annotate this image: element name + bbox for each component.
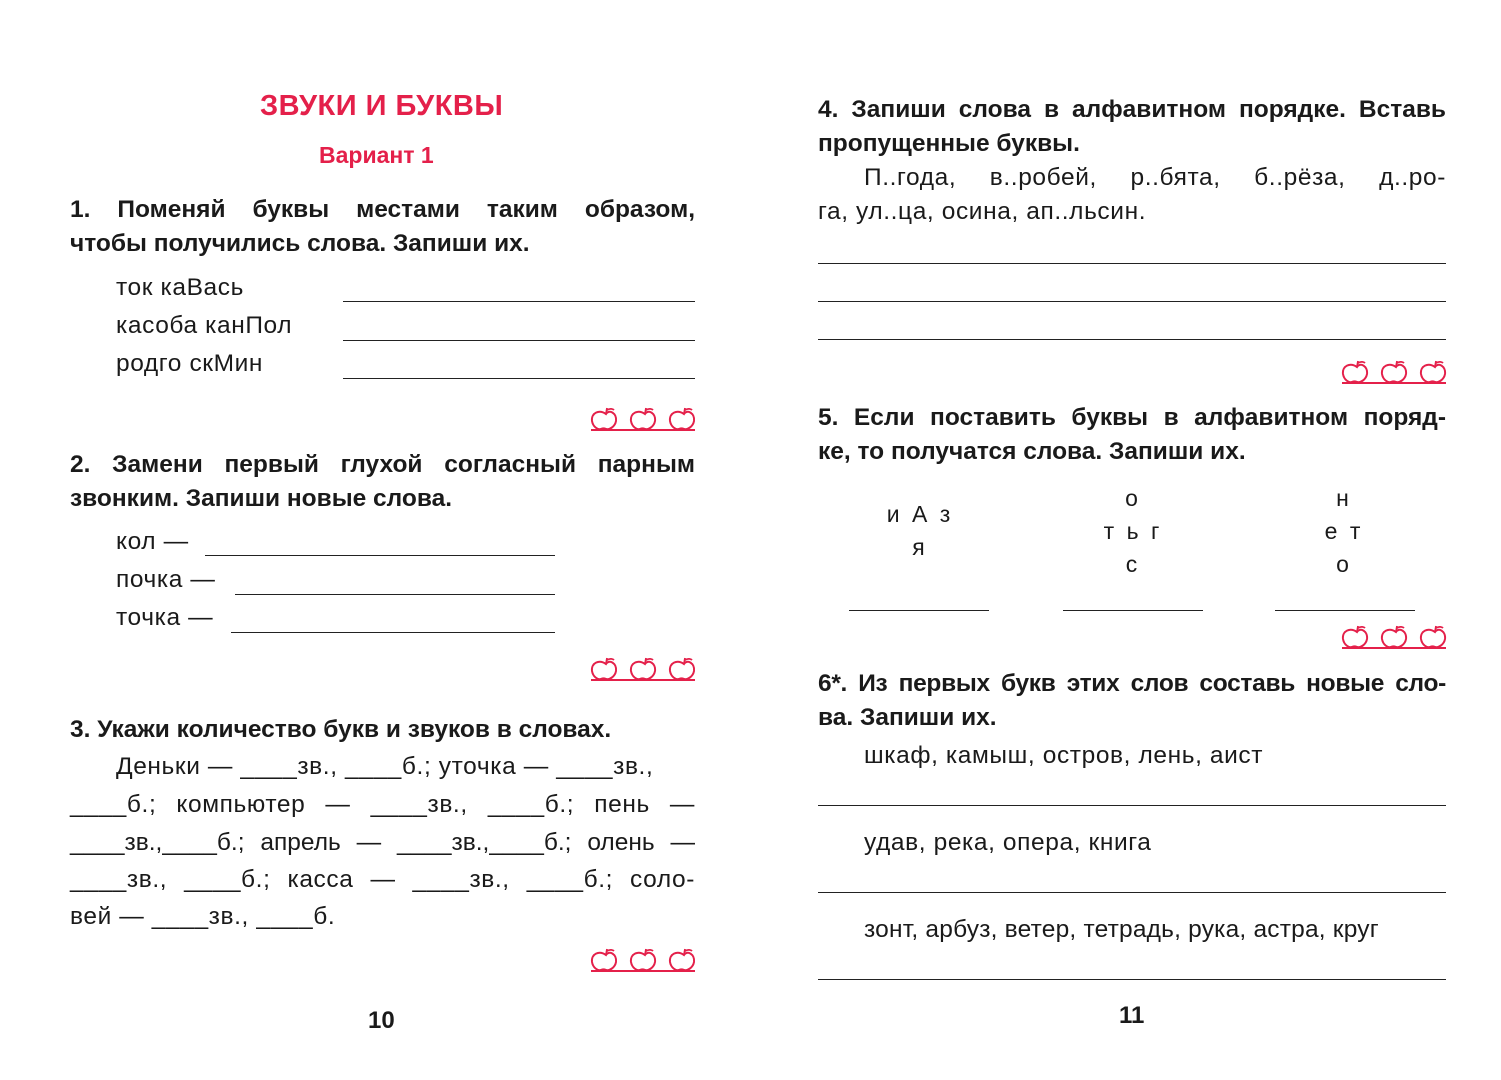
answer-line[interactable] — [818, 805, 1446, 806]
task3-line: вей — ____зв., ____б. — [70, 903, 336, 930]
task6-words: удав, река, опера, книга — [864, 829, 1152, 856]
letter-group — [860, 498, 980, 564]
answer-line[interactable] — [343, 378, 695, 379]
task6-words: зонт, арбуз, ветер, тетрадь, рука, астра, круг — [864, 916, 1379, 943]
task6-instruction: 6*. Из первых букв этих слов составь новые сло- — [818, 670, 1446, 697]
task5-instruction-2: ке, то получатся слова. Запиши их. — [818, 438, 1246, 465]
answer-line[interactable] — [1063, 610, 1203, 611]
task2-word: кол — — [116, 528, 189, 555]
answer-line[interactable] — [849, 610, 989, 611]
task2-instruction: 2. Замени первый глухой согласный парным — [70, 451, 695, 478]
task5-instruction: 5. Если поставить буквы в алфавитном поряд- — [818, 404, 1446, 431]
task6-instruction-2: ва. Запиши их. — [818, 704, 997, 731]
answer-line[interactable] — [818, 301, 1446, 302]
answer-line[interactable] — [205, 555, 555, 556]
task4-instruction-2: пропущенные буквы. — [818, 130, 1080, 157]
task1-word: касоба канПол — [116, 312, 293, 339]
task1-instruction-2: чтобы получились слова. Запиши их. — [70, 230, 530, 257]
task1-word: ток каВась — [116, 274, 244, 301]
task6-words: шкаф, камыш, остров, лень, аист — [864, 742, 1264, 769]
task3-line: ____зв., ____б.; касса — ____зв., ____б.; соло- — [70, 866, 695, 893]
letter-row: с — [1125, 551, 1141, 577]
apple-rating-icon — [589, 407, 696, 431]
apple-rating-icon — [1340, 360, 1447, 384]
task3-instruction: 3. Укажи количество букв и звуков в словах. — [70, 716, 612, 743]
answer-line[interactable] — [818, 339, 1446, 340]
task3-line: Деньки — ____зв., ____б.; уточка — ____зв., — [116, 753, 654, 780]
answer-line[interactable] — [231, 632, 555, 633]
task4-text-2: га, ул..ца, осина, ап..льсин. — [818, 198, 1147, 225]
variant-label: Вариант 1 — [319, 142, 434, 168]
apple-rating-icon — [589, 948, 696, 972]
page-number: 10 — [368, 1007, 395, 1034]
letter-row: е т — [1324, 518, 1364, 544]
task4-text: П..года, в..робей, р..бята, б..рёза, д..ро- — [864, 164, 1446, 191]
answer-line[interactable] — [818, 979, 1446, 980]
answer-line[interactable] — [343, 340, 695, 341]
apple-rating-icon — [1340, 625, 1447, 649]
task3-line: ____б.; компьютер — ____зв., ____б.; пень — — [70, 791, 695, 818]
task1-word: родго скМин — [116, 350, 264, 377]
task3-line: ____зв.,____б.; апрель — ____зв.,____б.; олень — — [70, 829, 695, 856]
letter-row: и А з — [886, 501, 954, 527]
answer-line[interactable] — [343, 301, 695, 302]
letter-group — [1073, 482, 1193, 581]
letter-group — [1284, 482, 1404, 581]
task2-instruction-2: звонким. Запиши новые слова. — [70, 485, 453, 512]
letter-row: о — [1336, 551, 1352, 577]
task2-word: точка — — [116, 604, 214, 631]
letter-row: я — [912, 534, 928, 560]
apple-rating-icon — [589, 657, 696, 681]
answer-line[interactable] — [235, 594, 555, 595]
answer-line[interactable] — [818, 892, 1446, 893]
letter-row: т ь г — [1103, 518, 1163, 544]
letter-row: н — [1336, 485, 1352, 511]
answer-line[interactable] — [818, 263, 1446, 264]
task1-instruction: 1. Поменяй буквы местами таким образом, — [70, 196, 695, 223]
answer-line[interactable] — [1275, 610, 1415, 611]
letter-row: о — [1125, 485, 1141, 511]
task4-instruction: 4. Запиши слова в алфавитном порядке. Вставь — [818, 96, 1446, 123]
page-number: 11 — [1119, 1002, 1145, 1029]
task2-word: почка — — [116, 566, 216, 593]
page-title: ЗВУКИ И БУКВЫ — [260, 90, 504, 122]
